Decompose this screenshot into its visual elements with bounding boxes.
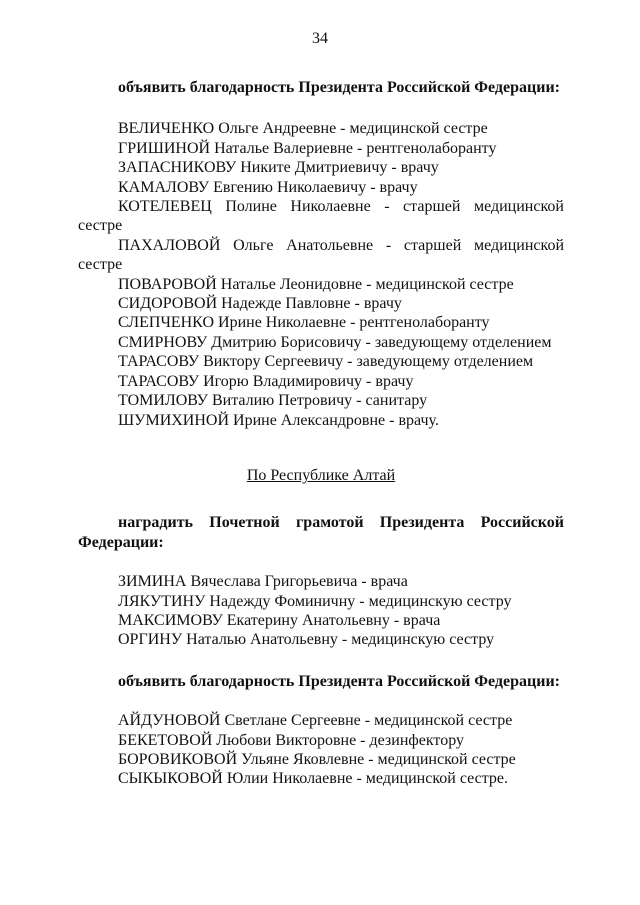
list-item: СЫКЫКОВОЙ Юлии Николаевне - медицинской сестре. [118,770,509,788]
list-item: БОРОВИКОВОЙ Ульяне Яковлевне - медицинской сестре [118,750,516,768]
list-item: КОТЕЛЕВЕЦ Полине Николаевне - старшей медицинской сестре [78,198,564,235]
list-item: ШУМИХИНОЙ Ирине Александровне - врачу. [118,411,439,429]
list-item: СМИРНОВУ Дмитрию Борисовичу - заведующему отделением [118,333,552,351]
list-item: ОРГИНУ Наталью Анатольевну - медицинскую сестру [118,631,495,649]
list-item: БЕКЕТОВОЙ Любови Викторовне - дезинфектору [118,731,464,749]
award-list [78,572,564,650]
list-item: ПОВАРОВОЙ Наталье Леонидовне - медицинской сестре [118,275,514,293]
list-item: ГРИШИНОЙ Наталье Валериевне - рентгенолаборанту [118,139,497,157]
page-number: 34 [312,30,328,47]
gratitude-list [78,119,564,430]
gratitude-list-2 [78,711,564,789]
list-item: МАКСИМОВУ Екатерину Анатольевну - врача [118,611,441,629]
list-item: СЛЕПЧЕНКО Ирине Николаевне - рентгенолаборанту [118,314,490,332]
list-item: СИДОРОВОЙ Надежде Павловне - врачу [118,295,402,313]
section-heading-gratitude-2: объявить благодарность Президента Российской Федерации: [118,672,560,690]
section-heading-gratitude: объявить благодарность Президента Российской Федерации: [118,79,560,96]
list-item: ТАРАСОВУ Виктору Сергеевичу - заведующему отделением [118,353,534,371]
list-item: ПАХАЛОВОЙ Ольге Анатольевне - старшей медицинской сестре [78,236,564,274]
list-item: КАМАЛОВУ Евгению Николаевичу - врачу [118,178,418,196]
document-body [78,78,564,789]
list-item: ВЕЛИЧЕНКО Ольге Андреевне - медицинской сестре [118,120,488,138]
list-item: ТОМИЛОВУ Виталию Петровичу - санитару [118,392,428,410]
list-item: ТАРАСОВУ Игорю Владимировичу - врачу [118,372,414,390]
region-title: По Республике Алтай [246,466,396,484]
list-item: ЗАПАСНИКОВУ Никите Дмитриевичу - врачу [118,159,439,177]
list-item: ЗИМИНА Вячеслава Григорьевича - врача [118,573,408,591]
list-item: АЙДУНОВОЙ Светлане Сергеевне - медицинской сестре [118,712,513,730]
section-heading-award: наградить Почетной грамотой Президента Российской Федерации: [78,514,564,551]
list-item: ЛЯКУТИНУ Надежду Фоминичну - медицинскую сестру [118,592,512,610]
